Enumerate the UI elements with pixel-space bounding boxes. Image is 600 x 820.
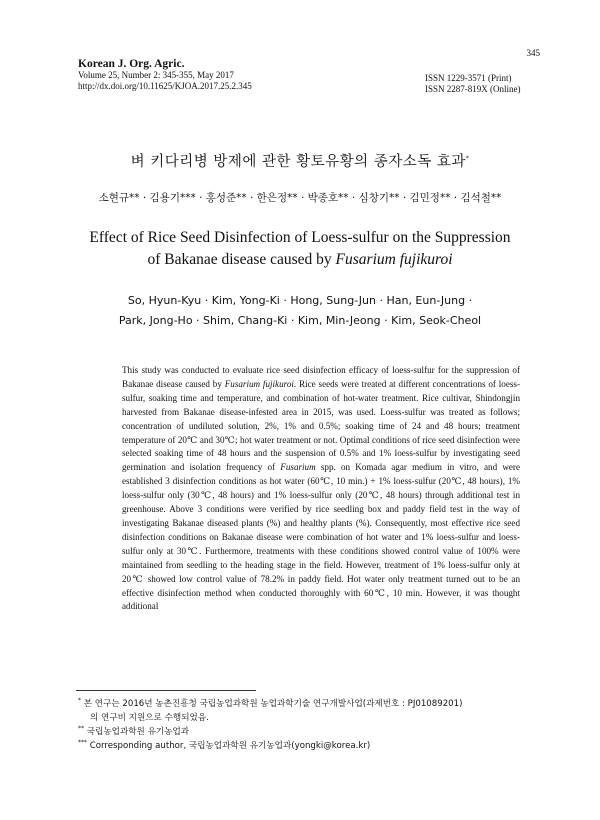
abstract-part1: This study was conducted to evaluate rice seed disinfection efficacy of loess-sulfur for the suppression of Bakanae disease caused by [122,365,520,389]
english-authors-line1: So, Hyun-Kyu · Kim, Yong-Ki · Hong, Sung-Jun · Han, Eun-Jung · [127,294,473,307]
abstract [122,364,520,614]
english-title-line2: of Bakanae disease caused by [147,251,336,268]
footnote-funding-line1: 본 연구는 2016년 농촌진흥청 국립농업과학원 농업과학기술 연구개발사업(과제번호 : PJ01089201) [83,699,463,709]
footnote-mark-1: * [78,697,81,705]
issn-block [340,48,540,95]
english-authors [40,291,560,331]
footnote-affiliation-text: 국립농업과학원 유기농업과 [86,727,190,737]
footnotes [78,697,538,753]
journal-name: Korean J. Org. Agric. [78,58,185,70]
abstract-species: Fusarium fujikuroi [224,378,294,389]
doi-link[interactable]: http://dx.doi.org/10.11625/KJOA.2017.25.2.345 [78,81,252,91]
english-title-line1: Effect of Rice Seed Disinfection of Loess-sulfur on the Suppression [89,229,511,246]
issn-print: ISSN 1229-3571 (Print) [425,73,512,83]
footnote-mark-2: ** [78,725,84,733]
footnote-affiliation [78,725,538,739]
korean-title-text: 벼 키다리병 방제에 관한 황토유황의 종자소독 효과 [130,154,466,170]
korean-title [0,150,600,171]
footnote-corresponding-text: Corresponding author, 국립농업과학원 유기농업과(yongki@korea.kr) [89,741,371,751]
abstract-part3: spp. on Komada agar medium in vitro, and were established 3 disinfection conditions as hot water (60℃, 10 min.) + 1% loess-sulfur (20℃, 48 hours), 1% loess-sulfur only (30℃, 48 hours) and 1% loess-sulfur only (20℃, 48 hours) through additional test in greenhouse. Above 3 conditions were verified by rice seedling box and paddy field test in the way of investigating Bakanae diseased plants (%) and healthy plants (%). Consequently, most effective rice seed disinfection conditions on Bakanae disease were combination of hot water and 1% loess-sulfur and loess-sulfur only at 30℃. Furthermore, treatments with these conditions showed control value of 100% were maintained from seedling to the heading stage in the field. However, treatment of 1% loess-sulfur only at 20℃ showed low control value of 78.2% in paddy field. Hot water only treatment turned out to be an effective disinfection method when conducted thoroughly with 60℃, 10 min. However, it was thought additional [122,462,520,612]
footnote-mark-3: *** [78,739,87,747]
footnote-funding-line2: 의 연구비 지원으로 수행되었음. [90,713,209,723]
english-authors-line2: Park, Jong-Ho · Shim, Chang-Ki · Kim, Min-Jeong · Kim, Seok-Cheol [118,314,482,327]
footnote-corresponding [78,739,538,753]
issn-online: ISSN 2287-819X (Online) [425,84,521,94]
korean-authors: 소현규** · 김용기*** · 홍성준** · 한은정** · 박종호** · 심창기** · 김민정** · 김석철** [98,192,502,204]
english-title-species: Fusarium fujikuroi [335,251,453,268]
title-footnote-mark: * [465,155,470,163]
volume-info: Volume 25, Number 2: 345-355, May 2017 [78,70,234,80]
footnote-funding [78,697,538,711]
footnote-divider [76,690,256,691]
page-number: 345 [526,48,540,58]
abstract-part2: . Rice seeds were treated at different concentrations of loess-sulfur, soaking time and temperature, and combination of hot-water treatment. Rice cultivar, Shindongjin harvested from Bakanae disease-infested area in 2015, was used. Loess-sulfur was treated as follows; concentration of undiluted solution, 2%, 1% and 0.5%; soaking time of 24 and 48 hours; treatment temperature of 20℃ and 30℃; hot water treatment or not. Optimal conditions of rice seed disinfection were selected soaking time of 48 hours and the suspension of 0.5% and 1% loess-sulfur by investigating seed germination and isolation frequency of [122,378,520,473]
journal-header [78,58,378,92]
english-title [40,227,560,271]
abstract-genus: Fusarium [280,462,316,473]
